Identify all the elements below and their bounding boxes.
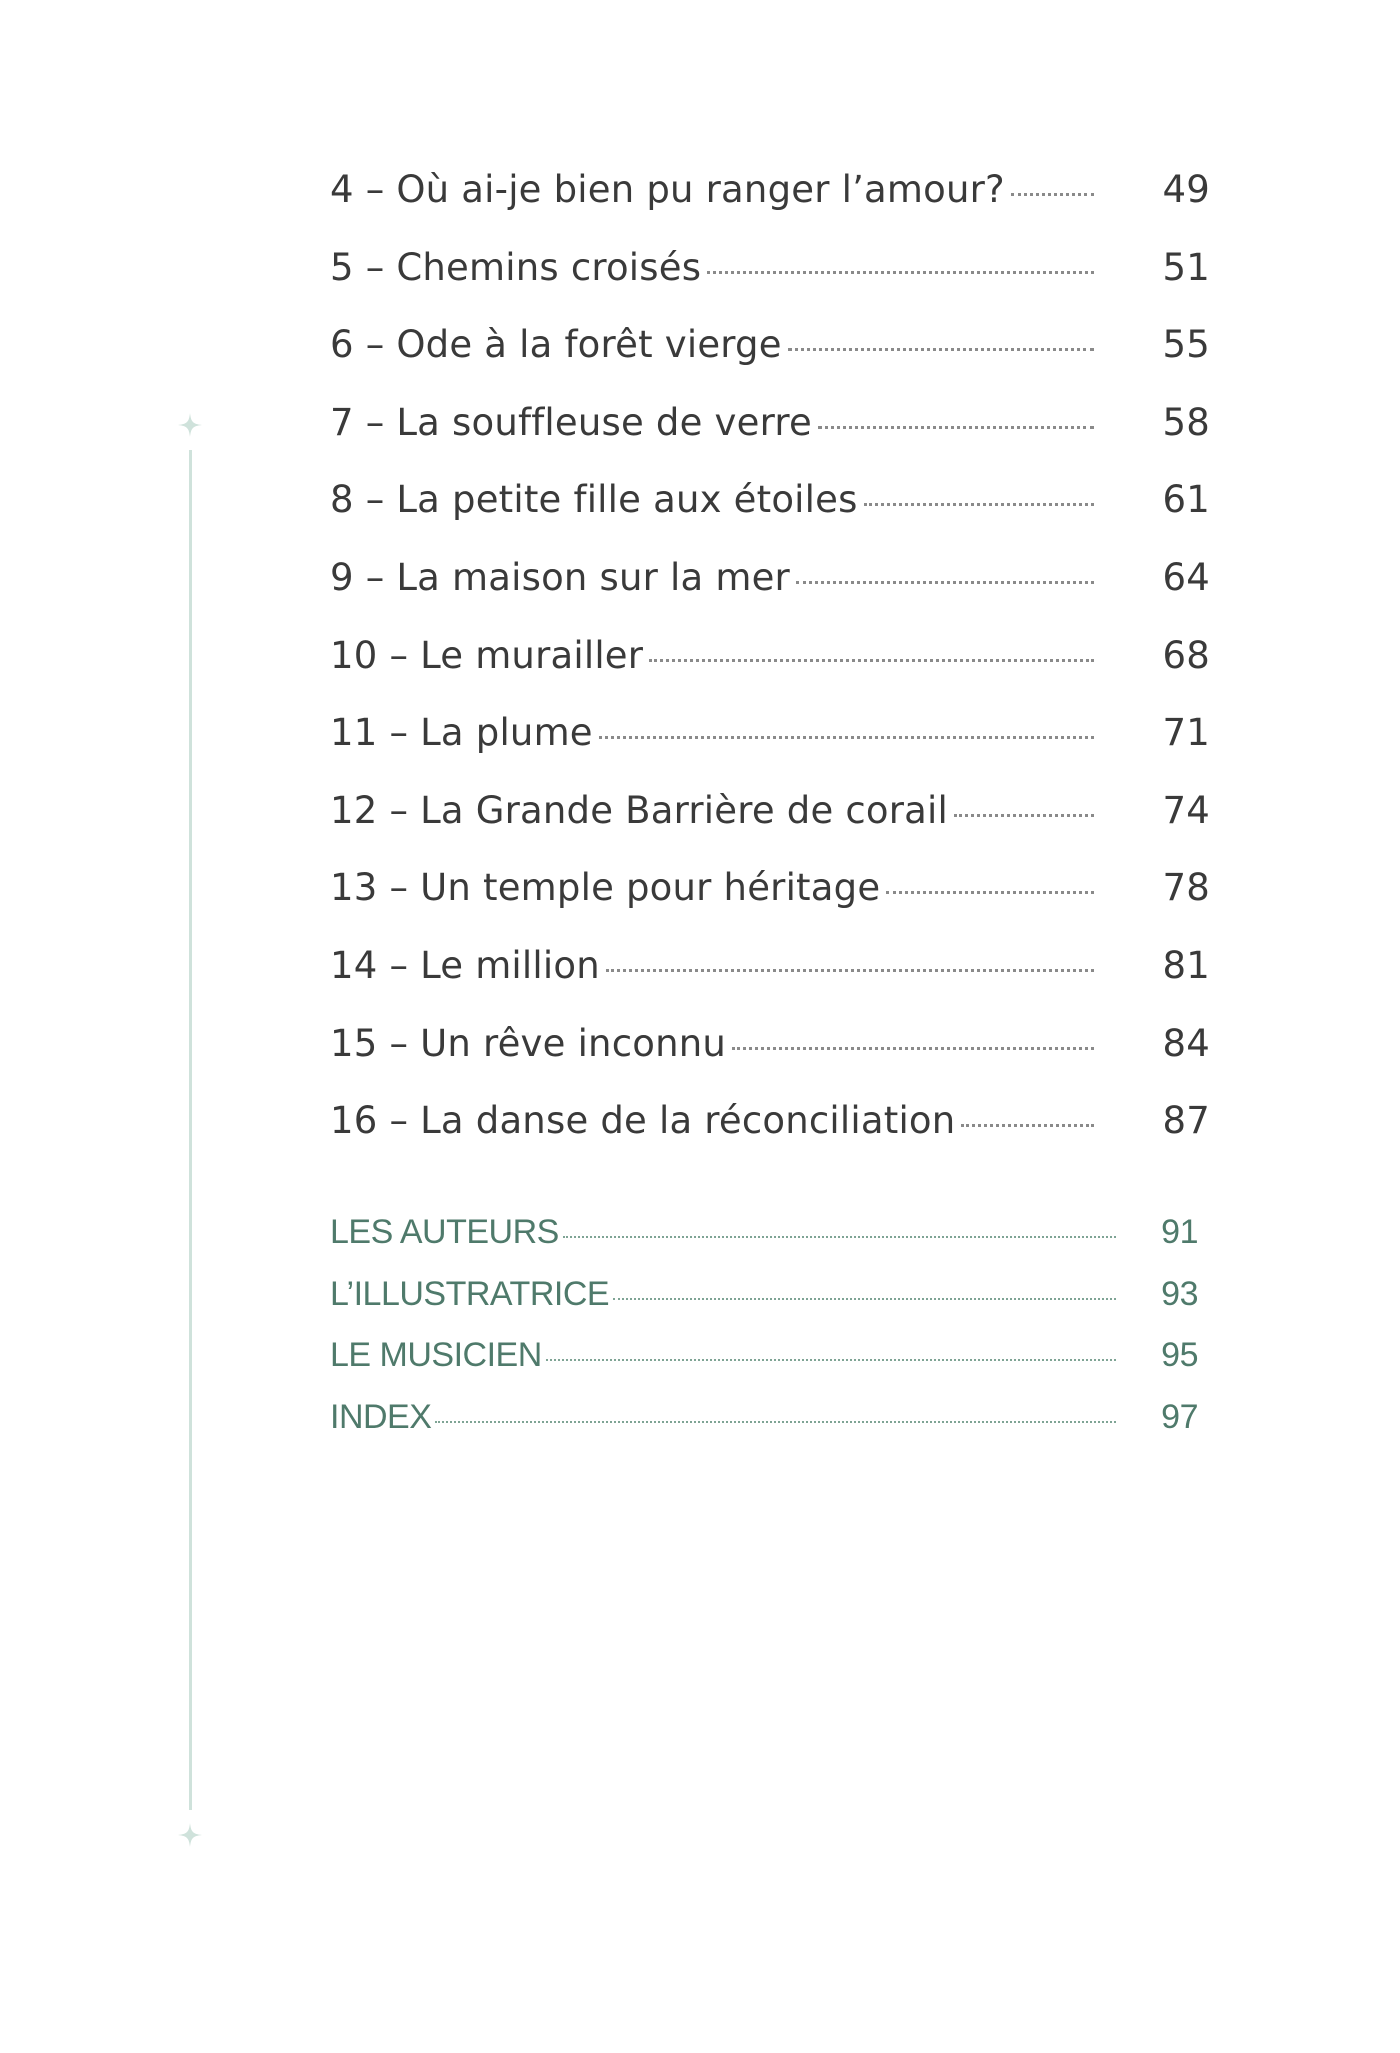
toc-entry-title: 5 – Chemins croisés xyxy=(330,245,702,289)
toc-entry-page: 81 xyxy=(1162,943,1210,987)
toc-entry-title-group xyxy=(330,634,1094,677)
toc-entry-title-group xyxy=(330,246,1094,289)
back-matter-page: 91 xyxy=(1161,1213,1198,1251)
toc-entry-page: 68 xyxy=(1162,633,1210,677)
back-matter-title: LES AUTEURS xyxy=(330,1213,559,1251)
back-matter-title: INDEX xyxy=(330,1397,432,1436)
toc-entry-title: 6 – Ode à la forêt vierge xyxy=(330,323,782,367)
dot-leader xyxy=(961,1124,1094,1127)
sparkle-icon xyxy=(176,1821,204,1849)
sparkle-icon xyxy=(176,411,204,439)
table-of-contents xyxy=(330,168,1210,1177)
toc-entry-page: 51 xyxy=(1162,245,1210,289)
toc-entry[interactable] xyxy=(330,866,1210,944)
back-matter-entry[interactable] xyxy=(330,1275,1210,1337)
toc-entry-title-group xyxy=(330,478,1094,521)
dot-leader xyxy=(818,426,1094,429)
toc-entry-title: 15 – Un rêve inconnu xyxy=(330,1021,727,1065)
toc-entry-title-group xyxy=(330,789,1094,832)
back-matter-page: 95 xyxy=(1161,1336,1198,1374)
dot-leader xyxy=(563,1236,1116,1238)
dot-leader xyxy=(649,659,1094,662)
toc-entry-title: 11 – La plume xyxy=(330,711,593,755)
toc-entry-title-group xyxy=(330,711,1094,754)
dot-leader xyxy=(1011,193,1094,196)
back-matter-page: 93 xyxy=(1161,1274,1198,1313)
toc-entry[interactable] xyxy=(330,323,1210,401)
dot-leader xyxy=(599,736,1094,739)
toc-entry-page: 49 xyxy=(1162,168,1210,211)
dot-leader xyxy=(732,1047,1094,1050)
toc-entry-title: 4 – Où ai-je bien pu ranger l’amour? xyxy=(330,168,1005,211)
dot-leader xyxy=(788,348,1094,351)
toc-entry-title: 16 – La danse de la réconciliation xyxy=(330,1099,956,1143)
toc-entry[interactable] xyxy=(330,401,1210,479)
toc-entry-title-group xyxy=(330,1099,1094,1142)
toc-entry-title: 9 – La maison sur la mer xyxy=(330,555,790,599)
toc-entry-title-group xyxy=(330,323,1094,366)
dot-leader xyxy=(613,1298,1116,1300)
toc-entry[interactable] xyxy=(330,789,1210,867)
toc-entry-title-group xyxy=(330,944,1094,987)
back-matter-list xyxy=(330,1213,1210,1459)
back-matter-page: 97 xyxy=(1161,1397,1198,1436)
toc-entry-title: 14 – Le million xyxy=(330,943,600,987)
dot-leader xyxy=(864,503,1094,506)
dot-leader xyxy=(886,891,1094,894)
toc-entry-page: 78 xyxy=(1162,866,1210,910)
toc-entry-page: 74 xyxy=(1162,788,1210,832)
toc-entry-page: 84 xyxy=(1162,1021,1210,1065)
back-matter-entry[interactable] xyxy=(330,1398,1210,1460)
toc-entry-title-group xyxy=(330,168,1094,211)
toc-entry-page: 55 xyxy=(1162,323,1210,367)
toc-entry-page: 64 xyxy=(1162,555,1210,599)
decorative-vertical-line xyxy=(189,450,192,1810)
dot-leader xyxy=(954,814,1094,817)
toc-entry[interactable] xyxy=(330,246,1210,324)
toc-entry-page: 71 xyxy=(1162,711,1210,755)
toc-entry-title-group xyxy=(330,556,1094,599)
dot-leader xyxy=(435,1421,1116,1423)
back-matter-title: LE MUSICIEN xyxy=(330,1336,542,1374)
toc-entry[interactable] xyxy=(330,478,1210,556)
toc-entry[interactable] xyxy=(330,556,1210,634)
back-matter-entry[interactable] xyxy=(330,1213,1210,1275)
toc-entry-title: 10 – Le murailler xyxy=(330,633,644,677)
toc-entry-page: 58 xyxy=(1162,400,1210,444)
toc-entry-title-group xyxy=(330,866,1094,909)
back-matter-entry[interactable] xyxy=(330,1336,1210,1398)
toc-entry-title-group xyxy=(330,401,1094,444)
toc-entry-title: 12 – La Grande Barrière de corail xyxy=(330,788,949,832)
dot-leader xyxy=(707,271,1094,274)
dot-leader xyxy=(606,969,1094,972)
toc-entry[interactable] xyxy=(330,944,1210,1022)
dot-leader xyxy=(796,581,1094,584)
toc-entry-page: 61 xyxy=(1162,478,1210,522)
back-matter-title: L’ILLUSTRATRICE xyxy=(330,1274,610,1313)
toc-entry[interactable] xyxy=(330,711,1210,789)
toc-entry[interactable] xyxy=(330,1099,1210,1177)
toc-entry-title: 7 – La souffleuse de verre xyxy=(330,400,812,444)
toc-entry-title: 8 – La petite fille aux étoiles xyxy=(330,478,858,522)
toc-entry-title-group xyxy=(330,1022,1094,1065)
toc-entry-page: 87 xyxy=(1162,1099,1210,1143)
toc-entry[interactable] xyxy=(330,168,1210,246)
toc-entry[interactable] xyxy=(330,1022,1210,1100)
dot-leader xyxy=(546,1359,1116,1361)
toc-entry[interactable] xyxy=(330,634,1210,712)
toc-entry-title: 13 – Un temple pour héritage xyxy=(330,866,881,910)
